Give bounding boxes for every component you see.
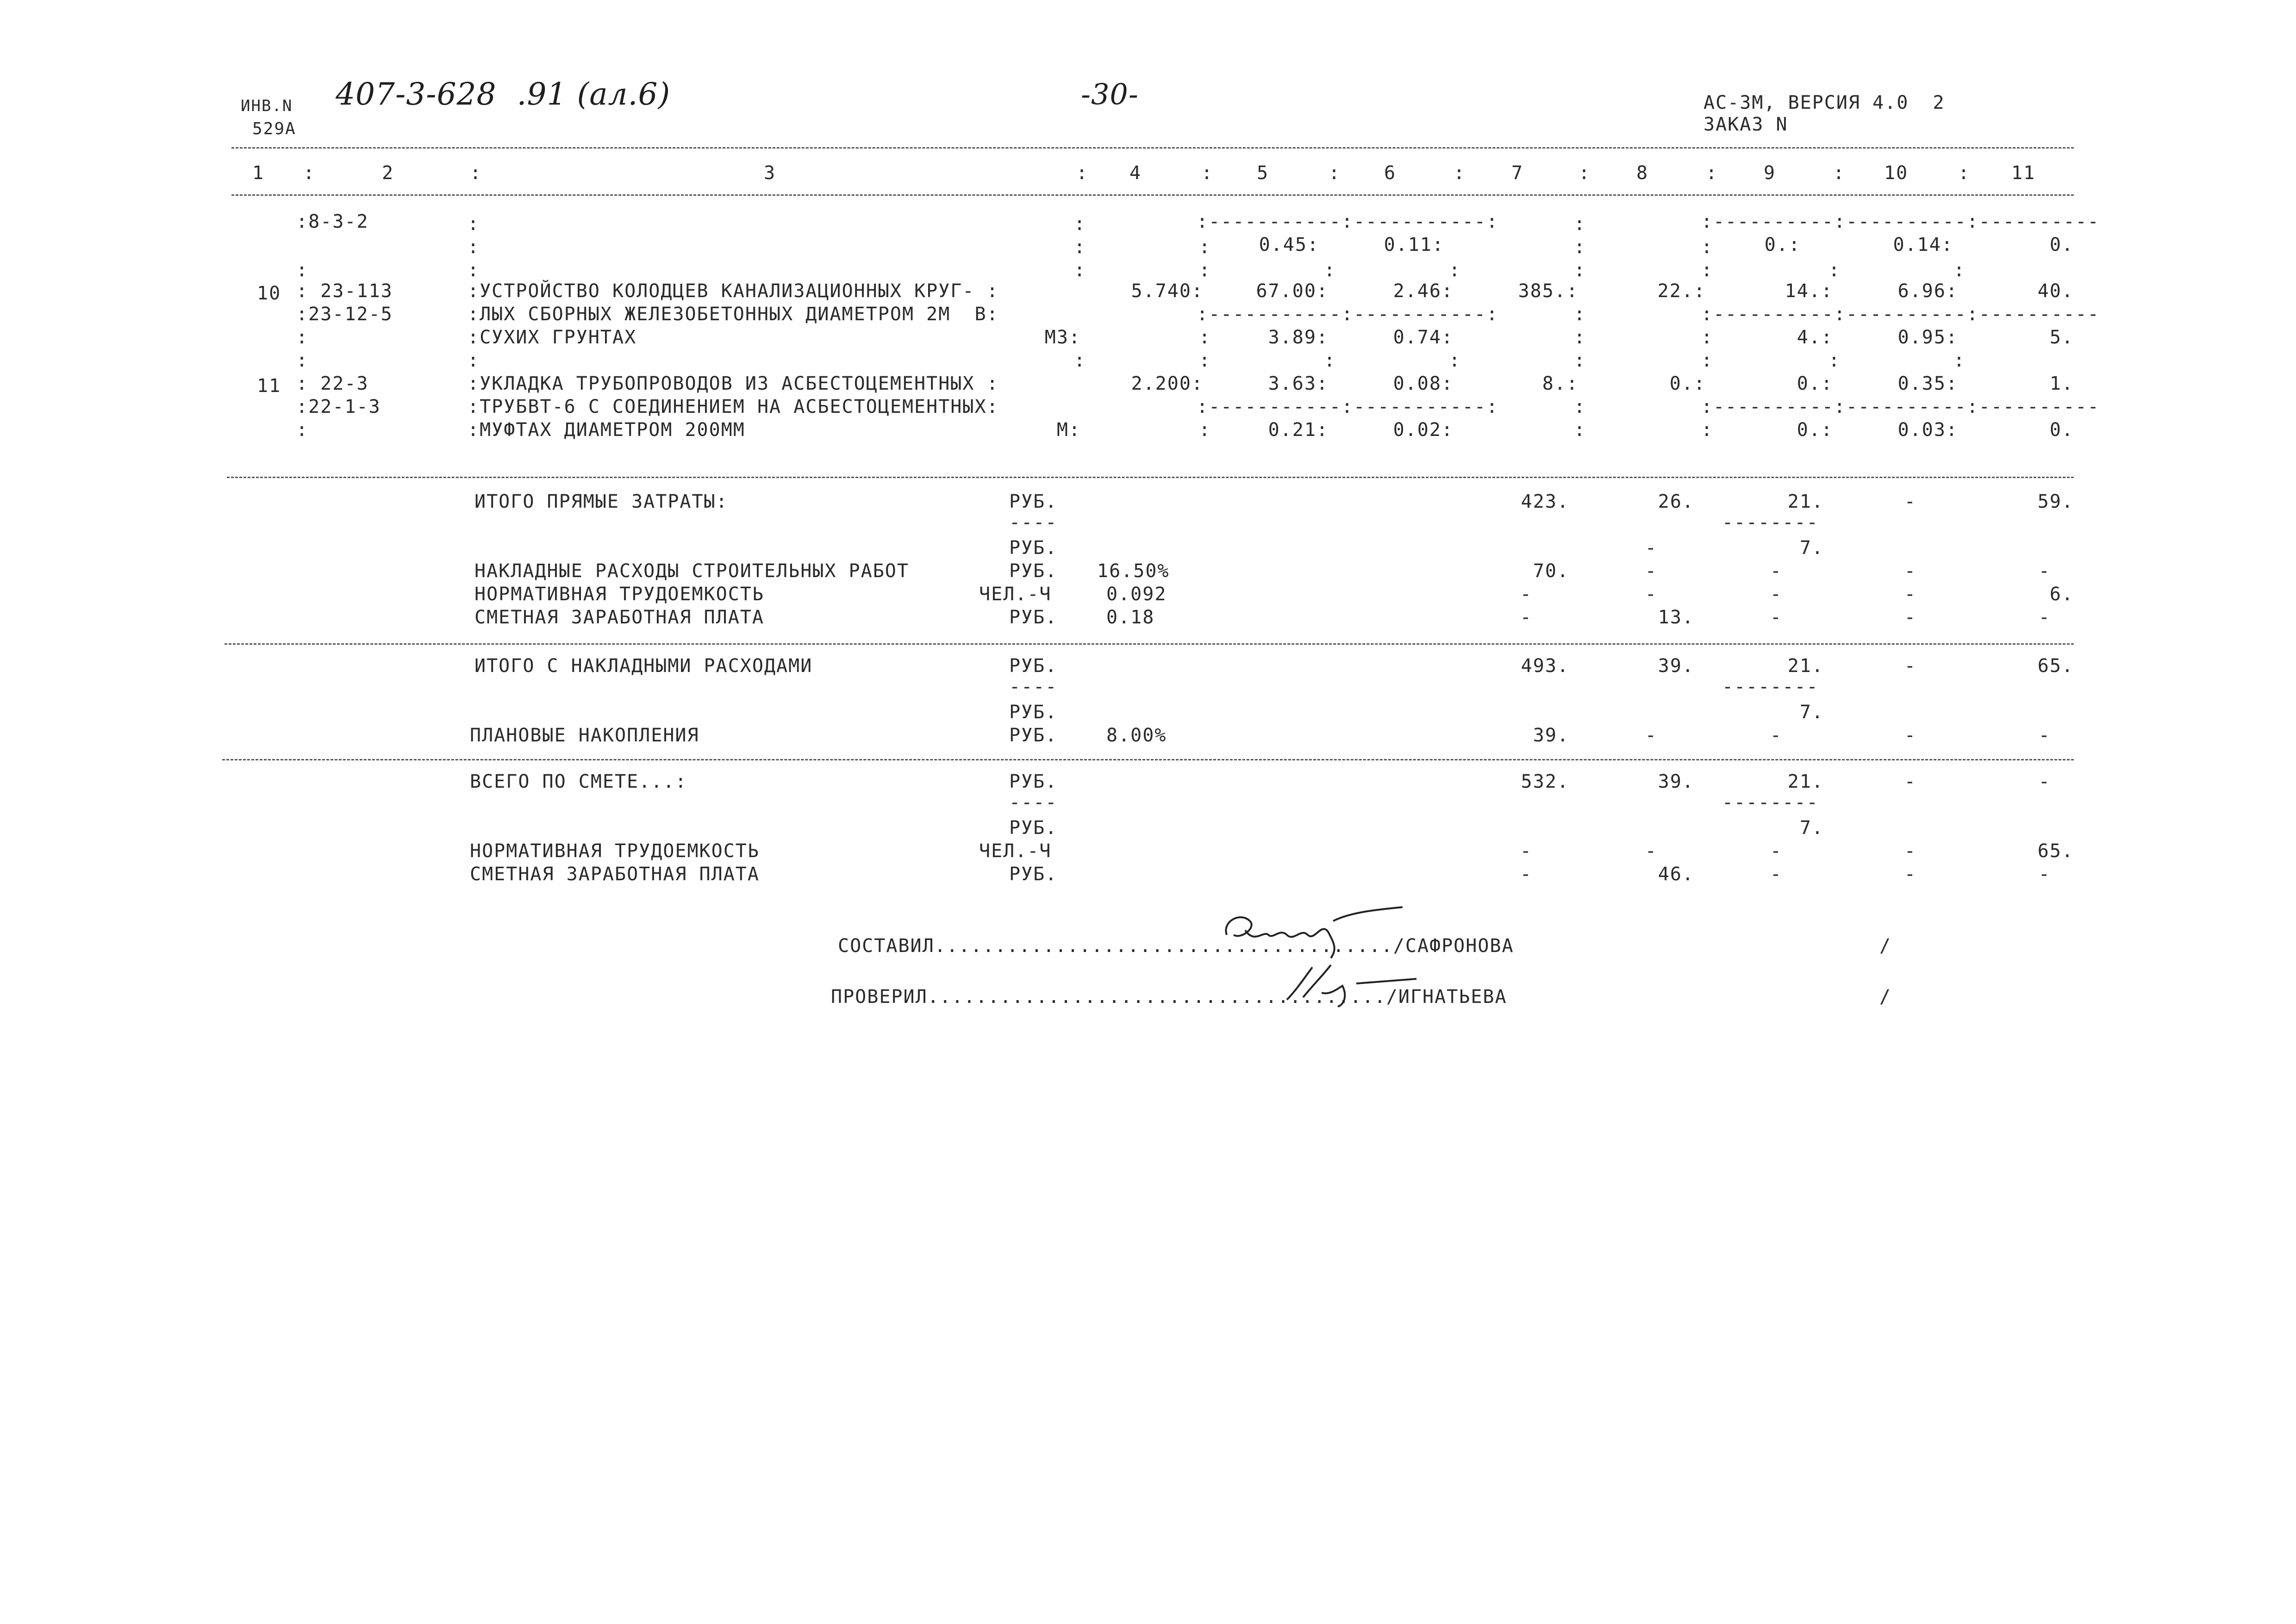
col-1: 1: [252, 162, 265, 184]
row-number: 10: [257, 283, 281, 304]
col-8: 8: [1636, 162, 1649, 184]
col-9: 9: [1764, 162, 1776, 184]
col-10: 10: [1884, 162, 1909, 184]
row-number: 11: [257, 375, 281, 397]
col-11: 11: [2011, 162, 2036, 184]
inventory-sub: 529А: [252, 119, 296, 138]
inventory-number-handwritten: 407-3-628 .91 (ал.6): [336, 76, 671, 112]
page-number: -30-: [1081, 77, 1139, 111]
checked-label: ПРОВЕРИЛ....................................../ИГНАТЬЕВА: [831, 986, 1507, 1008]
composed-label: СОСТАВИЛ....................................../САФРОНОВА: [838, 935, 1514, 957]
col-6: 6: [1384, 162, 1397, 184]
checked-slash: /: [1879, 986, 1892, 1008]
col-2: 2: [382, 162, 394, 184]
col-5: 5: [1257, 162, 1269, 184]
composed-slash: /: [1879, 935, 1892, 957]
col-4: 4: [1129, 162, 1142, 184]
top-rule: [231, 147, 2074, 149]
inventory-label: ИНВ.N: [241, 97, 293, 115]
col-7: 7: [1511, 162, 1524, 184]
software-version: АС-3М, ВЕРСИЯ 4.0 2: [1703, 92, 1945, 113]
order-number: ЗАКАЗ N: [1703, 114, 1788, 135]
col-3: 3: [764, 162, 776, 184]
signature-handwritten-ignatieva: [1278, 958, 1426, 1009]
signature-handwritten-safronova: [1213, 902, 1407, 963]
